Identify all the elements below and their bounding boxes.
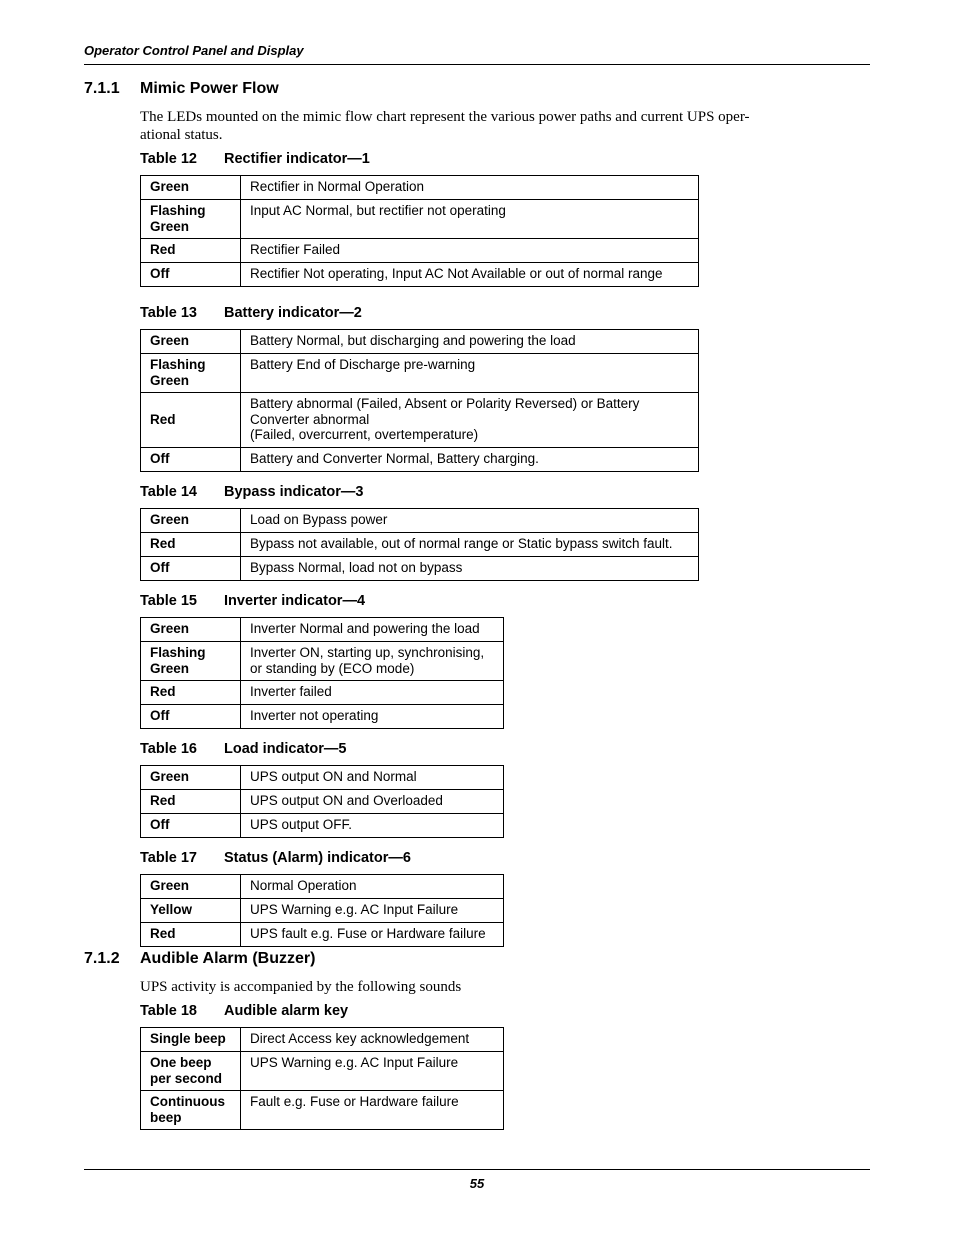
table-row	[141, 330, 699, 354]
meaning-cell: UPS output OFF.	[241, 814, 504, 838]
meaning-cell: Battery and Converter Normal, Battery charging.	[241, 448, 699, 472]
table-label: Table 13	[140, 305, 197, 321]
state-cell: Single beep	[141, 1028, 241, 1052]
table-18-caption	[140, 1003, 348, 1019]
state-cell: Off	[141, 448, 241, 472]
state-cell	[141, 1091, 241, 1130]
state-line: per second	[150, 1070, 223, 1086]
table-row	[141, 200, 699, 239]
table-label: Table 12	[140, 151, 197, 167]
meaning-cell: Fault e.g. Fuse or Hardware failure	[241, 1091, 504, 1130]
state-cell: Off	[141, 705, 241, 729]
table-row	[141, 239, 699, 263]
state-line: Green	[150, 372, 190, 388]
table-14-caption	[140, 484, 363, 500]
table-title: Status (Alarm) indicator—6	[224, 850, 411, 866]
state-line: Green	[150, 218, 190, 234]
meaning-cell: Battery Normal, but discharging and powering the load	[241, 330, 699, 354]
state-cell: Green	[141, 618, 241, 642]
state-cell: Yellow	[141, 899, 241, 923]
table-12-caption	[140, 151, 370, 167]
state-cell: Off	[141, 814, 241, 838]
state-line: beep	[150, 1109, 182, 1125]
meaning-line: (Failed, overcurrent, overtemperature)	[250, 427, 479, 442]
section-title: Audible Alarm (Buzzer)	[140, 950, 316, 967]
table-row	[141, 705, 504, 729]
meaning-cell: UPS Warning e.g. AC Input Failure	[241, 1052, 504, 1091]
table-title: Load indicator—5	[224, 741, 347, 757]
state-cell: Green	[141, 875, 241, 899]
state-cell: Red	[141, 923, 241, 947]
state-line: Green	[150, 660, 190, 676]
table-row	[141, 393, 699, 448]
table-row	[141, 1052, 504, 1091]
meaning-line: Converter abnormal	[250, 411, 370, 427]
table-row	[141, 766, 504, 790]
table-16-caption	[140, 741, 346, 757]
table-row	[141, 923, 504, 947]
section-heading-audible-alarm	[84, 950, 315, 968]
table-title: Rectifier indicator—1	[224, 151, 370, 167]
meaning-cell	[241, 393, 699, 448]
table-row	[141, 1028, 504, 1052]
meaning-cell: Inverter Normal and powering the load	[241, 618, 504, 642]
table-row	[141, 533, 699, 557]
table-row	[141, 1091, 504, 1130]
section-heading-mimic-power-flow	[84, 80, 279, 98]
meaning-cell: Inverter not operating	[241, 705, 504, 729]
table-row	[141, 176, 699, 200]
meaning-cell: UPS output ON and Normal	[241, 766, 504, 790]
state-line: Flashing	[150, 357, 206, 372]
meaning-cell: UPS fault e.g. Fuse or Hardware failure	[241, 923, 504, 947]
state-cell	[141, 642, 241, 681]
table-row	[141, 899, 504, 923]
table-row	[141, 557, 699, 581]
section-number: 7.1.1	[84, 80, 120, 97]
meaning-cell: Rectifier in Normal Operation	[241, 176, 699, 200]
table-label: Table 16	[140, 741, 197, 757]
table-row	[141, 642, 504, 681]
section-intro: UPS activity is accompanied by the following sounds	[140, 979, 462, 995]
state-cell	[141, 200, 241, 239]
state-line: One beep	[150, 1055, 212, 1070]
battery-indicator-table	[140, 329, 699, 472]
state-cell: Red	[141, 533, 241, 557]
section-title: Mimic Power Flow	[140, 80, 279, 97]
table-row	[141, 354, 699, 393]
state-cell	[141, 354, 241, 393]
meaning-line: Inverter ON, starting up, synchronising,	[250, 645, 485, 660]
state-line: Continuous	[150, 1094, 225, 1109]
state-line: Flashing	[150, 645, 206, 660]
table-title: Audible alarm key	[224, 1003, 349, 1019]
state-cell: Off	[141, 557, 241, 581]
header-rule	[84, 64, 870, 65]
table-title: Bypass indicator—3	[224, 484, 364, 500]
state-cell: Red	[141, 790, 241, 814]
status-alarm-indicator-table	[140, 874, 504, 947]
meaning-cell: Direct Access key acknowledgement	[241, 1028, 504, 1052]
table-row	[141, 618, 504, 642]
state-cell: Off	[141, 263, 241, 287]
table-title: Battery indicator—2	[224, 305, 362, 321]
table-17-caption	[140, 850, 411, 866]
meaning-cell	[241, 642, 504, 681]
table-label: Table 15	[140, 593, 197, 609]
meaning-cell: Rectifier Failed	[241, 239, 699, 263]
meaning-cell: Normal Operation	[241, 875, 504, 899]
running-header: Operator Control Panel and Display	[84, 43, 304, 58]
table-row	[141, 875, 504, 899]
meaning-cell: Rectifier Not operating, Input AC Not Available or out of normal range	[241, 263, 699, 287]
meaning-cell: Bypass Normal, load not on bypass	[241, 557, 699, 581]
table-label: Table 17	[140, 850, 197, 866]
section-number: 7.1.2	[84, 950, 120, 967]
table-13-caption	[140, 305, 362, 321]
meaning-cell: UPS output ON and Overloaded	[241, 790, 504, 814]
state-cell: Green	[141, 330, 241, 354]
section-intro	[140, 108, 872, 144]
meaning-cell: Battery End of Discharge pre-warning	[241, 354, 699, 393]
meaning-cell: Inverter failed	[241, 681, 504, 705]
state-cell: Red	[141, 681, 241, 705]
table-15-caption	[140, 593, 365, 609]
audible-alarm-key-table	[140, 1027, 504, 1130]
meaning-cell: UPS Warning e.g. AC Input Failure	[241, 899, 504, 923]
table-title: Inverter indicator—4	[224, 593, 366, 609]
inverter-indicator-table	[140, 617, 504, 729]
table-label: Table 18	[140, 1003, 197, 1019]
table-row	[141, 448, 699, 472]
state-cell: Red	[141, 239, 241, 263]
state-cell	[141, 1052, 241, 1091]
bypass-indicator-table	[140, 508, 699, 581]
load-indicator-table	[140, 765, 504, 838]
footer-rule	[84, 1169, 870, 1170]
meaning-line: or standing by (ECO mode)	[250, 660, 415, 676]
intro-line: ational status.	[140, 127, 223, 143]
state-line: Flashing	[150, 203, 206, 218]
intro-line: The LEDs mounted on the mimic flow chart represent the various power paths and current UPS oper-	[140, 109, 750, 125]
state-cell: Red	[141, 393, 241, 448]
state-cell: Green	[141, 509, 241, 533]
state-cell: Green	[141, 176, 241, 200]
table-row	[141, 681, 504, 705]
meaning-cell: Input AC Normal, but rectifier not operating	[241, 200, 699, 239]
page-number: 55	[469, 1176, 485, 1191]
meaning-cell: Load on Bypass power	[241, 509, 699, 533]
table-row	[141, 790, 504, 814]
meaning-cell: Bypass not available, out of normal range or Static bypass switch fault.	[241, 533, 699, 557]
meaning-line: Battery abnormal (Failed, Absent or Polarity Reversed) or Battery	[250, 396, 640, 411]
table-row	[141, 509, 699, 533]
table-row	[141, 814, 504, 838]
table-row	[141, 263, 699, 287]
table-label: Table 14	[140, 484, 197, 500]
rectifier-indicator-table	[140, 175, 699, 287]
state-cell: Green	[141, 766, 241, 790]
